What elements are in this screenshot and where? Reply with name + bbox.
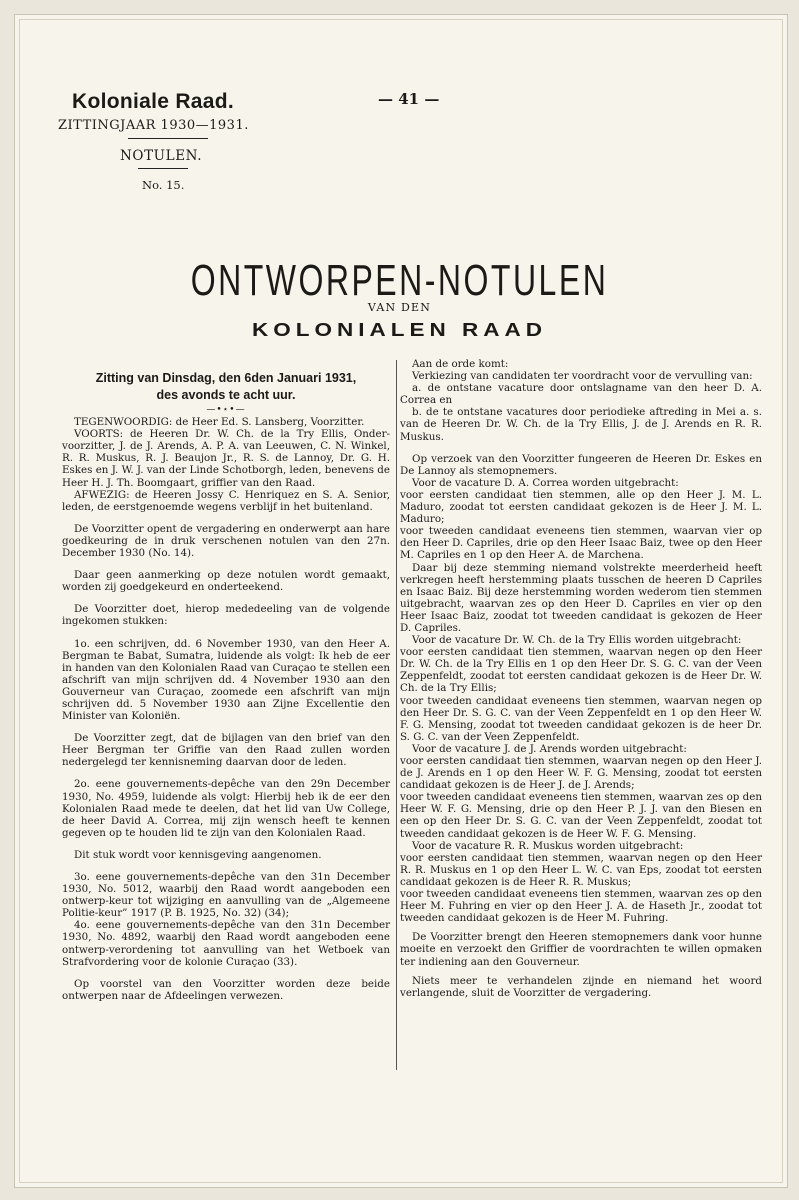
paragraph: Voor de vacature R. R. Muskus worden uitgebracht:	[412, 839, 684, 852]
column-divider	[396, 360, 397, 1070]
paragraph: De Voorzitter brengt den Heeren stemopnemers dank voor hunne moeite en verzoekt den Griffier de voordrachten te willen opmaken ter indiening aan den Gouverneur.	[400, 931, 762, 968]
paragraph: Daar bij deze stemming niemand volstrekte meerderheid heeft verkregen heeft herstemming plaats tusschen de heeren D Capriles en Isaac Baiz. Bij deze herstemming worden wederom tien stemmen uitgebracht, waarvan zes op den Heer D. Capriles en vier op den Heer Isaac Baiz, zoodat tot tweeden candidaat is gekozen de Heer D. Capriles.	[400, 561, 762, 634]
present-members: VOORTS: de Heeren Dr. W. Ch. de la Try Ellis, Onder-voorzitter, J. de J. Arends, A. P. A. van Leeuwen, C. N. Winkel, R. R. Muskus, R. J. Beaujon Jr., R. S. de Lannoy, Dr. G. H. Eskes en J. W. J. van der Linde Schotborgh, leden, benevens de Heer H. J. Th. Boomgaart, griffier van den Raad.	[62, 428, 390, 489]
paragraph: voor tweeden candidaat eveneens tien stemmen, waarvan negen op den Heer Dr. S. G. C. van der Veen Zeppenfeldt en 1 op den Heer W. F. G. Mensing, zoodat tot tweeden candidaat gekozen is de heer Dr. S. G. C. van der Veen Zeppenfeldt.	[400, 694, 762, 743]
paragraph: Voor de vacature D. A. Correa worden uitgebracht:	[412, 476, 679, 489]
paragraph: voor tweeden candidaat eveneens tien stemmen, waarvan zes op den Heer M. Fuhring en vier op den Heer J. A. de Haseth Jr., zoodat tot tweeden candidaat gekozen is de Heer M. Fuhring.	[400, 888, 762, 925]
paragraph: Daar geen aanmerking op deze notulen wordt gemaakt, worden zij goedgekeurd en onderteekend.	[62, 569, 390, 594]
paragraph: Op voorstel van den Voorzitter worden deze beide ontwerpen naar de Afdeelingen verwezen.	[62, 977, 390, 1002]
paragraph: De Voorzitter zegt, dat de bijlagen van den brief van den Heer Bergman ter Griffie van den Raad zullen worden nedergelegd ter kennisneming daarvan door de leden.	[62, 732, 390, 769]
paragraph: voor eersten candidaat tien stemmen, waarvan negen op den Heer R. R. Muskus en 1 op den Heer L. W. C. van Eps, zoodat tot eersten candidaat gekozen is de Heer R. R. Muskus;	[400, 851, 762, 888]
paragraph: Verkiezing van candidaten ter voordracht voor de vervulling van:	[412, 370, 753, 383]
header-title: Koloniale Raad.	[72, 90, 235, 113]
paragraph: 2o. eene gouvernements-depêche van den 29n December 1930, No. 4959, luidende als volgt: Hierbij heb ik de eer den Kolonialen Raad mede te deelen, dat het lid van Uw College, de heer David A. Correa, mij zijn wensch heeft te kennen gegeven op te houden lid te zijn van den Kolonialen Raad.	[62, 778, 390, 839]
header-rule-2	[138, 168, 188, 169]
paragraph: Voor de vacature Dr. W. Ch. de la Try Ellis worden uitgebracht:	[412, 634, 742, 647]
ornament: —•⋆•—	[206, 405, 246, 415]
header-rule	[128, 138, 208, 139]
paragraph: Dit stuk wordt voor kennisgeving aangenomen.	[74, 848, 322, 861]
paragraph: a. de ontstane vacature door ontslagname van den heer D. A. Correa en	[400, 382, 762, 407]
session-time: des avonds te acht uur.	[156, 388, 296, 402]
paragraph: voor eersten candidaat tien stemmen, alle op den Heer J. M. L. Maduro, zoodat tot eersten candidaat gekozen is de Heer J. M. L. Maduro;	[400, 488, 762, 526]
absent-members: AFWEZIG: de Heeren Jossy C. Henriquez en S. A. Senior, leden, de eerstgenoemde wegens verblijf in het buitenland.	[62, 488, 390, 513]
paragraph: voor tweeden candidaat eveneens tien stemmen, waarvan zes op den Heer W. F. G. Mensing, drie op den Heer P. J. J. van den Biesen en een op den Heer Dr. S. G. C. van der Veen Zeppenfeldt, zoodat tot tweeden candidaat gekozen is de Heer W. F. G. Mensing.	[400, 791, 762, 840]
page-number: — 41 —	[378, 90, 440, 108]
paragraph: De Voorzitter doet, hierop mededeeling van de volgende ingekomen stukken:	[62, 603, 390, 628]
session-heading: Zitting van Dinsdag, den 6den Januari 1931,	[95, 371, 357, 385]
paragraph: voor eersten candidaat tien stemmen, waarvan negen op den Heer Dr. W. Ch. de la Try Ellis en 1 op den Heer Dr. S. G. C. van der Veen Zeppenfeldt, zoodat tot eersten candidaat gekozen is de Heer Dr. W. Ch. de la Try Ellis;	[400, 646, 762, 695]
header-number: No. 15.	[142, 178, 185, 192]
header-notulen: NOTULEN.	[120, 148, 203, 164]
masthead-van-den: VAN DEN	[367, 301, 432, 314]
present-chair: TEGENWOORDIG: de Heer Ed. S. Lansberg, Voorzitter.	[74, 416, 365, 429]
paragraph: Op verzoek van den Voorzitter fungeeren de Heeren Dr. Eskes en De Lannoy als stemopnemers.	[400, 452, 762, 477]
paragraph: 4o. eene gouvernements-depêche van den 31n December 1930, No. 4892, waarbij den Raad wordt aangeboden eene ontwerp-verordening tot aanvulling van het Wetboek van Strafvordering voor de kolonie Curaçao (33).	[62, 919, 390, 968]
left-column	[62, 370, 390, 1002]
paragraph: 1o. een schrijven, dd. 6 November 1930, van den Heer A. Bergman te Babat, Sumatra, luidende als volgt: Ik heb de eer in handen van den Kolonialen Raad van Curaçao te stellen een afschrift van mijn schrijven dd. 4 November 1930 aan den Gouverneur van Curaçao, zoomede een afschrift van mijn schrijven dd. 5 November 1930 aan Zijne Excellentie den Minister van Koloniën.	[62, 637, 390, 723]
paragraph: Niets meer te verhandelen zijnde en niemand het woord verlangende, sluit de Voorzitter de vergadering.	[400, 974, 762, 999]
masthead-title: ONTWORPEN-NOTULEN	[190, 256, 609, 305]
paragraph: 3o. eene gouvernements-depêche van den 31n December 1930, No. 5012, waarbij den Raad wordt aangeboden een ontwerp-keur tot wijziging en aanvulling van de „Algemeene Politie-keur” 1917 (P. B. 1925, No. 32) (34);	[62, 871, 390, 920]
header-year: ZITTINGJAAR 1930—1931.	[58, 118, 249, 133]
paragraph: Voor de vacature J. de J. Arends worden uitgebracht:	[412, 742, 687, 755]
paragraph: De Voorzitter opent de vergadering en onderwerpt aan hare goedkeuring de in druk verschenen notulen van den 27n. December 1930 (No. 14).	[62, 522, 390, 560]
paragraph: voor tweeden candidaat eveneens tien stemmen, waarvan vier op den Heer D. Capriles, drie op den Heer Isaac Baiz, twee op den Heer M. Capriles en 1 op den Heer A. de Marchena.	[400, 525, 762, 562]
paragraph: b. de te ontstane vacatures door periodieke aftreding in Mei a. s. van de Heeren Dr. W. Ch. de la Try Ellis, J. de J. Arends en R. R. Muskus.	[400, 406, 762, 443]
masthead-raad: KOLONIALEN RAAD	[252, 320, 547, 340]
paragraph: Aan de orde komt:	[412, 358, 509, 370]
right-column	[400, 358, 762, 999]
paragraph: voor eersten candidaat tien stemmen, waarvan negen op den Heer J. de J. Arends en 1 op den Heer W. F. G. Mensing, zoodat tot eersten candidaat gekozen is de Heer J. de J. Arends;	[400, 755, 762, 792]
